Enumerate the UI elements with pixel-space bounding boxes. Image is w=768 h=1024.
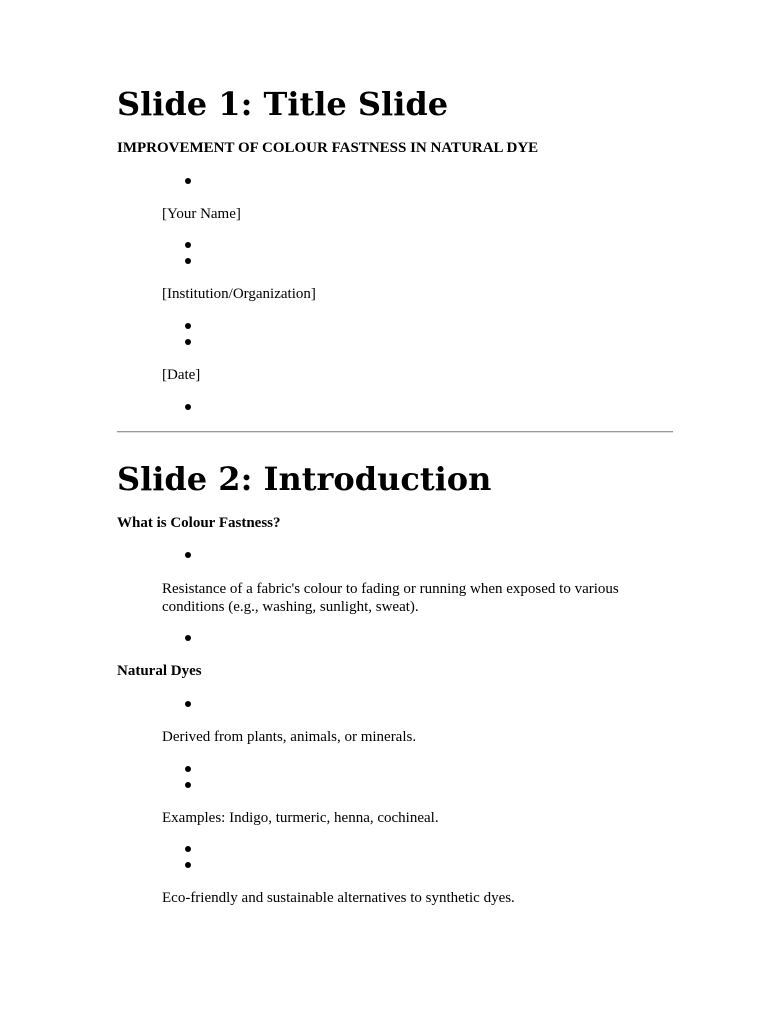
- bullet-marker: [185, 178, 191, 184]
- slide2-section2-text3: Eco-friendly and sustainable alternatives to synthetic dyes.: [162, 890, 515, 906]
- bullet-marker: [185, 701, 191, 707]
- bullet-marker: [185, 766, 191, 772]
- bullet-marker: [185, 242, 191, 248]
- bullet-marker: [185, 339, 191, 345]
- slide2-section1-heading: What is Colour Fastness?: [117, 515, 281, 531]
- slide2-section1-text: Resistance of a fabric's colour to fading or running when exposed to various conditions (e.g., washing, sunlight, sweat).: [162, 581, 619, 615]
- slide1-date: [Date]: [162, 367, 201, 383]
- slide1-institution: [Institution/Organization]: [162, 286, 316, 302]
- slide1-title: Slide 1: Title Slide: [117, 85, 449, 123]
- slide1-subtitle: IMPROVEMENT OF COLOUR FASTNESS IN NATURAL DYE: [117, 140, 539, 156]
- bullet-marker: [185, 258, 191, 264]
- bullet-marker: [185, 552, 191, 558]
- bullet-marker: [185, 862, 191, 868]
- bullet-marker: [185, 323, 191, 329]
- slide2-section2-heading: Natural Dyes: [117, 663, 202, 679]
- bullet-marker: [185, 635, 191, 641]
- slide2-title: Slide 2: Introduction: [117, 460, 492, 498]
- bullet-marker: [185, 782, 191, 788]
- slide1-name: [Your Name]: [162, 206, 241, 222]
- slide2-section2-text2: Examples: Indigo, turmeric, henna, cochineal.: [162, 810, 439, 826]
- bullet-marker: [185, 846, 191, 852]
- section-divider: [117, 431, 673, 433]
- slide2-section2-text1: Derived from plants, animals, or minerals.: [162, 729, 417, 745]
- bullet-marker: [185, 404, 191, 410]
